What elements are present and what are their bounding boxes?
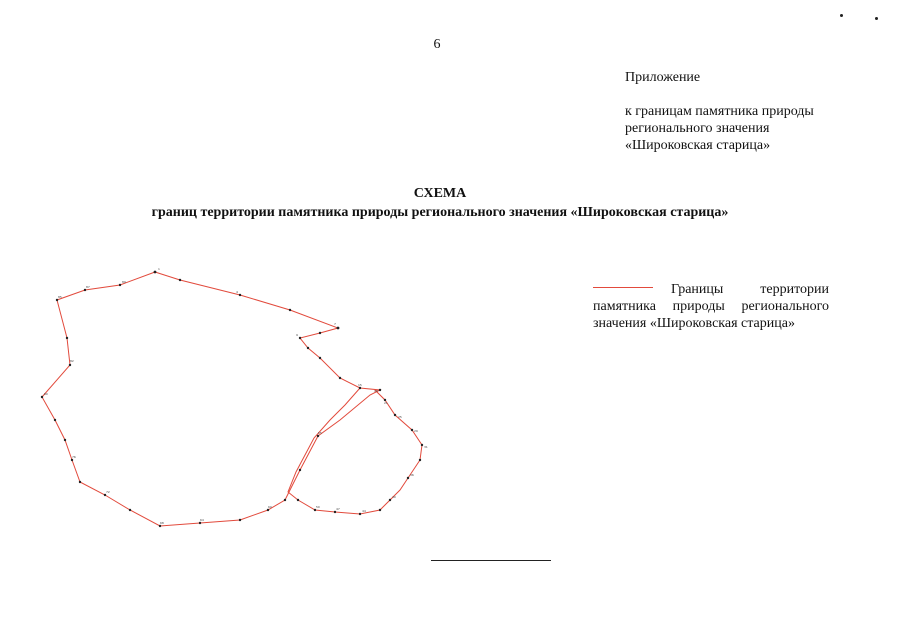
signature-line — [431, 560, 551, 561]
svg-text:87: 87 — [86, 285, 90, 289]
svg-text:1: 1 — [158, 267, 160, 271]
svg-text:55: 55 — [318, 431, 322, 435]
svg-text:60: 60 — [268, 505, 272, 509]
legend-label: Границы территории памятника природы регионального значения «Широковская старица» — [593, 282, 829, 331]
svg-text:72: 72 — [106, 490, 110, 494]
outer-boundary — [42, 272, 380, 526]
svg-text:18: 18 — [374, 389, 378, 393]
svg-text:29: 29 — [414, 429, 418, 433]
appendix-heading: Приложение — [625, 70, 701, 85]
scan-speck — [875, 17, 878, 20]
svg-text:36: 36 — [410, 473, 414, 477]
svg-text:40: 40 — [392, 495, 396, 499]
page-number: 6 — [433, 37, 441, 52]
svg-text:50: 50 — [316, 505, 320, 509]
svg-text:76: 76 — [72, 455, 76, 459]
svg-text:85: 85 — [58, 295, 62, 299]
svg-text:9: 9 — [296, 333, 298, 337]
svg-text:82: 82 — [70, 359, 74, 363]
scan-speck — [840, 14, 843, 17]
svg-text:44: 44 — [362, 509, 366, 513]
svg-text:89: 89 — [122, 280, 126, 284]
svg-text:15: 15 — [358, 383, 362, 387]
svg-text:25: 25 — [398, 415, 402, 419]
svg-text:31: 31 — [424, 445, 428, 449]
svg-text:80: 80 — [44, 392, 48, 396]
svg-text:7: 7 — [334, 322, 336, 326]
svg-text:47: 47 — [336, 507, 340, 511]
appendix-text: к границам памятника природы регионального значения «Широковская старица» — [625, 104, 814, 153]
svg-text:4: 4 — [236, 290, 238, 294]
svg-text:68: 68 — [160, 521, 164, 525]
svg-text:64: 64 — [200, 518, 204, 522]
scheme-title: СХЕМА — [413, 186, 467, 201]
point-labels — [44, 267, 428, 525]
svg-text:21: 21 — [384, 401, 388, 405]
scheme-subtitle: границ территории памятника природы регионального значения «Широковская старица» — [151, 205, 729, 220]
